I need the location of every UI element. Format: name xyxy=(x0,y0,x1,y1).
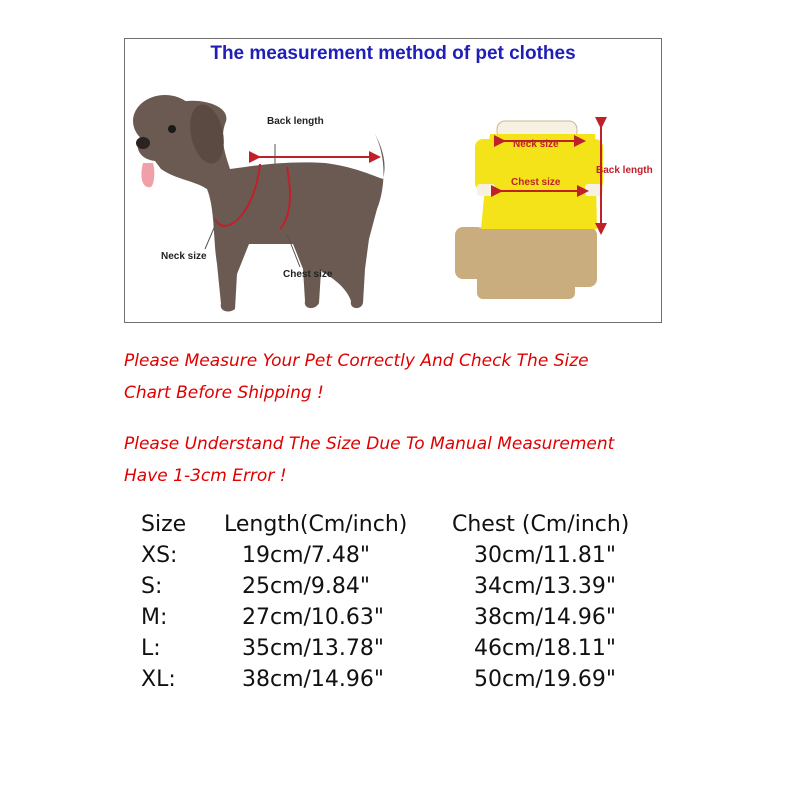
length-value: 35cm/13.78" xyxy=(242,636,385,661)
chest-value: 46cm/18.11" xyxy=(474,636,617,661)
measurement-diagram xyxy=(124,38,662,323)
coat-chest-size-label: Chest size xyxy=(511,177,561,188)
size-label: M: xyxy=(141,605,168,630)
chest-value: 30cm/11.81" xyxy=(474,543,617,568)
dog-neck-size-label: Neck size xyxy=(161,251,207,262)
header-size: Size xyxy=(141,512,187,537)
size-label: L: xyxy=(141,636,161,661)
dog-back-length-label: Back length xyxy=(267,116,324,127)
chest-value: 50cm/19.69" xyxy=(474,667,617,692)
measure-notice-line2: Chart Before Shipping ! xyxy=(124,383,324,403)
chest-value: 34cm/13.39" xyxy=(474,574,617,599)
error-notice-line2: Have 1-3cm Error ! xyxy=(124,466,287,486)
diagram-title: The measurement method of pet clothes xyxy=(210,43,576,64)
length-value: 19cm/7.48" xyxy=(242,543,371,568)
size-label: XL: xyxy=(141,667,176,692)
length-value: 27cm/10.63" xyxy=(242,605,385,630)
length-value: 38cm/14.96" xyxy=(242,667,385,692)
error-notice-line1: Please Understand The Size Due To Manual Measurement xyxy=(124,434,615,454)
chest-value: 38cm/14.96" xyxy=(474,605,617,630)
measure-notice xyxy=(124,345,589,409)
coat-back-length-label: Back length xyxy=(596,165,653,176)
header-chest: Chest (Cm/inch) xyxy=(452,512,630,537)
header-length: Length(Cm/inch) xyxy=(224,512,408,537)
coat-neck-size-label: Neck size xyxy=(513,139,559,150)
diagram-illustration xyxy=(125,39,663,324)
error-notice xyxy=(124,428,614,492)
length-value: 25cm/9.84" xyxy=(242,574,371,599)
size-label: S: xyxy=(141,574,163,599)
measure-notice-line1: Please Measure Your Pet Correctly And Check The Size xyxy=(124,351,589,371)
size-label: XS: xyxy=(141,543,178,568)
dog-illustration xyxy=(133,95,385,311)
dog-chest-size-label: Chest size xyxy=(283,269,333,280)
